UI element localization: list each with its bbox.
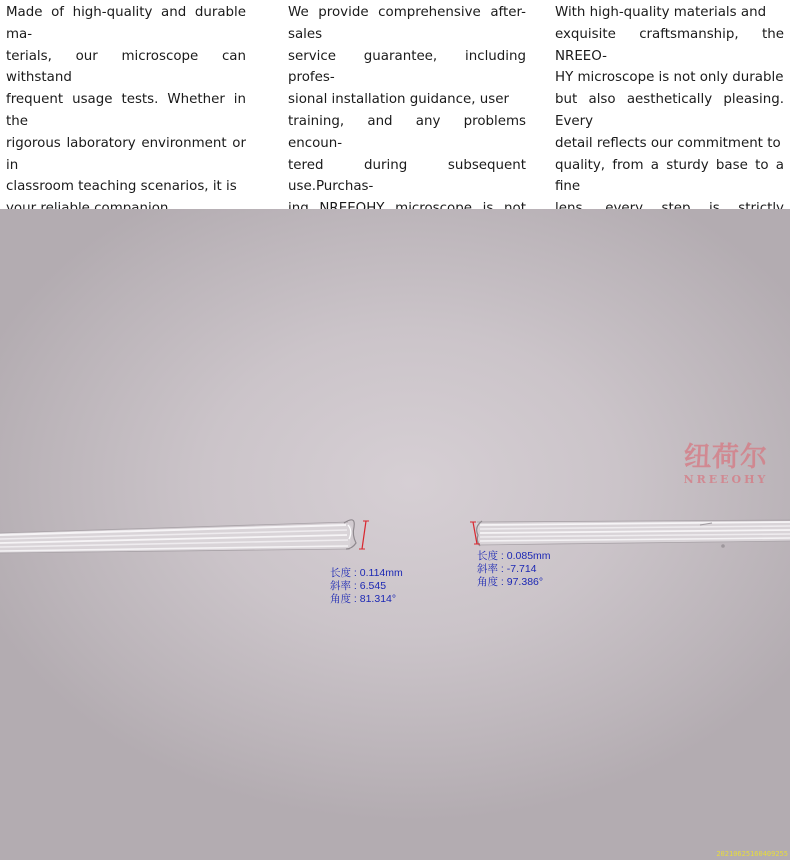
text-line: classroom teaching scenarios, it is xyxy=(6,179,237,195)
microscope-image xyxy=(0,209,790,860)
microscope-specimen xyxy=(0,209,790,860)
text-line: exquisite craftsmanship, the NREEO- xyxy=(555,26,784,64)
text-line: training, and any problems encoun- xyxy=(288,113,526,151)
text-line: terials, our microscope can withstand xyxy=(6,48,246,86)
angle-readout: 角度 : 81.314° xyxy=(330,593,397,605)
text-line: HY microscope is not only durable xyxy=(555,70,784,86)
text-line: tered during subsequent use.Purchas- xyxy=(288,157,526,195)
slope-readout: 斜率 : -7.714 xyxy=(477,563,537,575)
text-line: sional installation guidance, user xyxy=(288,92,509,108)
capture-timestamp: 20210625160409255 xyxy=(716,850,788,858)
description-column-durability xyxy=(6,2,246,220)
left-fiber-bundle xyxy=(0,520,356,553)
measurement-marker-left xyxy=(359,521,369,549)
brand-watermark xyxy=(672,443,780,487)
slope-readout: 斜率 : 6.545 xyxy=(330,580,387,592)
text-line: service guarantee, including profes- xyxy=(288,48,526,86)
right-fiber-bundle xyxy=(476,520,790,548)
text-line: frequent usage tests. Whether in the xyxy=(6,92,246,129)
text-line: detail reflects our commitment to xyxy=(555,135,781,151)
watermark-chinese: 纽荷尔 xyxy=(684,442,768,473)
text-line: but also aesthetically pleasing. Every xyxy=(555,92,784,129)
length-readout: 长度 : 0.085mm xyxy=(477,550,551,562)
measurement-readout-right xyxy=(477,550,551,589)
text-line: rigorous laboratory environment or in xyxy=(6,135,246,173)
length-readout: 长度 : 0.114mm xyxy=(330,567,403,579)
text-line: quality, from a sturdy base to a fine xyxy=(555,157,784,195)
text-line: Made of high-quality and durable ma- xyxy=(6,5,246,42)
measurement-readout-left xyxy=(330,567,403,606)
product-description xyxy=(0,0,790,209)
watermark-english: NREEOHY xyxy=(683,473,769,486)
text-line: We provide comprehensive after-sales xyxy=(288,5,526,42)
angle-readout: 角度 : 97.386° xyxy=(477,576,544,588)
text-line: With high-quality materials and xyxy=(555,5,767,20)
